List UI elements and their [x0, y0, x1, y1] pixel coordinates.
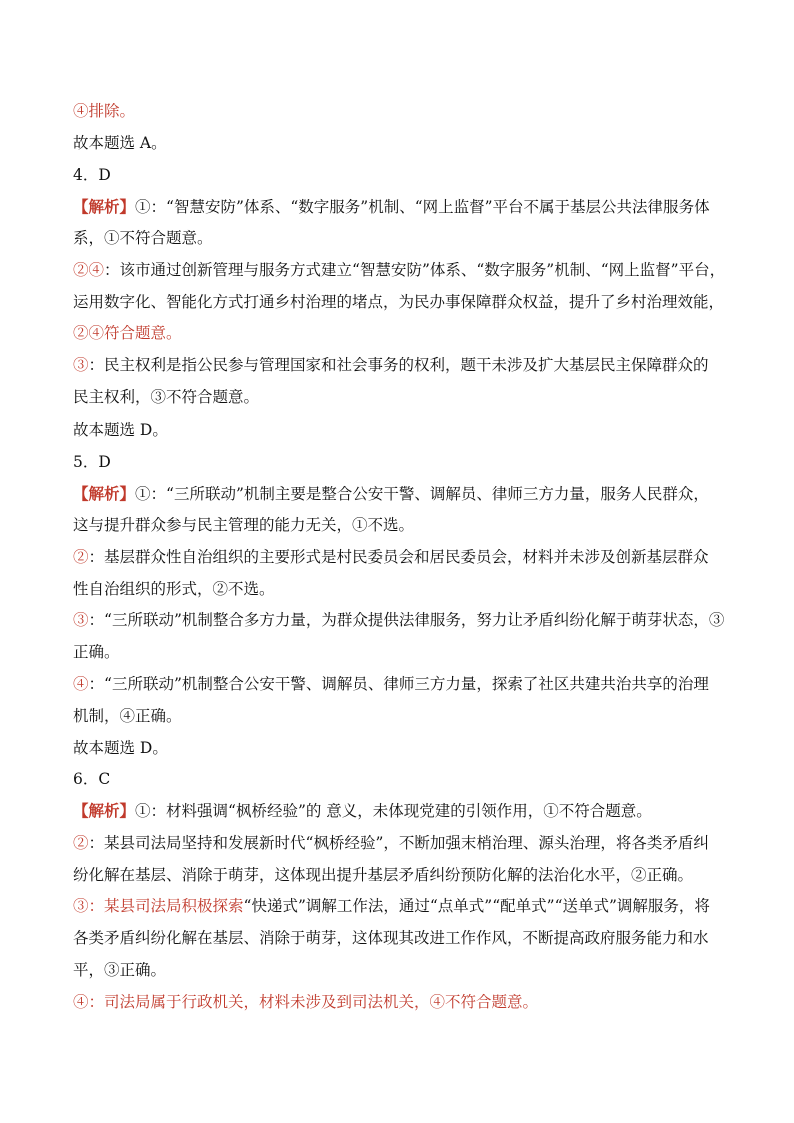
- highlighted-span: ：某县司法局积极探索: [88, 897, 244, 915]
- question-answer-6: 6．C: [73, 770, 111, 788]
- text-line: [73, 896, 723, 916]
- option-marker: ③: [73, 611, 89, 629]
- text-span: ：“三所联动”机制整合公安干警、调解员、律师三方力量，探索了社区共建共治共享的治理: [88, 675, 709, 693]
- analysis-line: [73, 801, 723, 821]
- text-line: 纷化解在基层、消除于萌芽，这体现出提升基层矛盾纠纷预防化解的法治化水平，②正确。: [73, 866, 694, 884]
- text-line: ②④符合题意。: [73, 324, 182, 342]
- text-span: ：某县司法局坚持和发展新时代“枫桥经验”，不断加强末梢治理、源头治理，将各类矛盾纠: [88, 834, 709, 852]
- question-answer-5: 5．D: [73, 453, 111, 471]
- analysis-tag: 【解析】: [73, 197, 136, 216]
- text-line: [73, 260, 726, 280]
- answer-conclusion: 故本题选 D。: [73, 739, 168, 757]
- option-marker: ③: [73, 356, 89, 374]
- text-span: ：基层群众性自治组织的主要形式是村民委员会和居民委员会，材料并未涉及创新基层群众: [88, 548, 709, 566]
- option-marker: ③: [73, 897, 89, 915]
- text-line: 正确。: [73, 643, 120, 661]
- text-span: ①：材料强调“枫桥经验”的 意义，未体现党建的引领作用，①不符合题意。: [135, 802, 652, 820]
- text-line: 性自治组织的形式，②不选。: [73, 580, 275, 598]
- text-line: ④排除。: [73, 102, 136, 120]
- answer-conclusion: 故本题选 A。: [73, 134, 167, 152]
- analysis-line: [73, 484, 723, 504]
- text-span: ：民主权利是指公民参与管理国家和社会事务的权利，题干未涉及扩大基层民主保障群众的: [88, 356, 709, 374]
- text-span: ①：“三所联动”机制主要是整合公安干警、调解员、律师三方力量，服务人民群众，: [135, 485, 709, 503]
- text-line: [73, 547, 723, 567]
- text-span: “快递式”调解工作法，通过“点单式”“配单式”“送单式”调解服务，将: [243, 897, 710, 915]
- text-line: 这与提升群众参与民主管理的能力无关，①不选。: [73, 516, 415, 534]
- text-span: ：该市通过创新管理与服务方式建立“智慧安防”体系、“数字服务”机制、“网上监督”平台，: [104, 261, 726, 279]
- text-span: ①：“智慧安防”体系、“数字服务”机制、“网上监督”平台不属于基层公共法律服务体: [135, 198, 710, 216]
- option-marker: ②④: [73, 261, 105, 279]
- text-line: 运用数字化、智能化方式打通乡村治理的堵点，为民办事保障群众权益，提升了乡村治理效能，: [73, 293, 725, 311]
- text-line: [73, 833, 723, 853]
- text-line: [73, 355, 723, 375]
- option-marker: ②: [73, 834, 89, 852]
- text-line: [73, 610, 723, 630]
- analysis-tag: 【解析】: [73, 801, 136, 820]
- answer-conclusion: 故本题选 D。: [73, 421, 168, 439]
- option-marker: ②: [73, 548, 89, 566]
- analysis-tag: 【解析】: [73, 484, 136, 503]
- text-line: [73, 992, 723, 1012]
- option-marker: ④: [73, 675, 89, 693]
- text-line: 机制，④正确。: [73, 707, 182, 725]
- text-line: 民主权利，③不符合题意。: [73, 388, 260, 406]
- option-marker: ④: [73, 993, 89, 1011]
- text-line: 各类矛盾纠纷化解在基层、消除于萌芽，这体现其改进工作作风，不断提高政府服务能力和水: [73, 929, 709, 947]
- question-answer-4: 4．D: [73, 166, 111, 184]
- text-line: 平，③正确。: [73, 961, 167, 979]
- text-line: 系，①不符合题意。: [73, 229, 213, 247]
- text-line: [73, 674, 723, 694]
- text-span: ：“三所联动”机制整合多方力量，为群众提供法律服务，努力让矛盾纠纷化解于萌芽状态，③: [88, 611, 725, 629]
- analysis-line: [73, 197, 723, 217]
- highlighted-span: ：司法局属于行政机关，材料未涉及到司法机关，④不符合题意。: [88, 993, 539, 1011]
